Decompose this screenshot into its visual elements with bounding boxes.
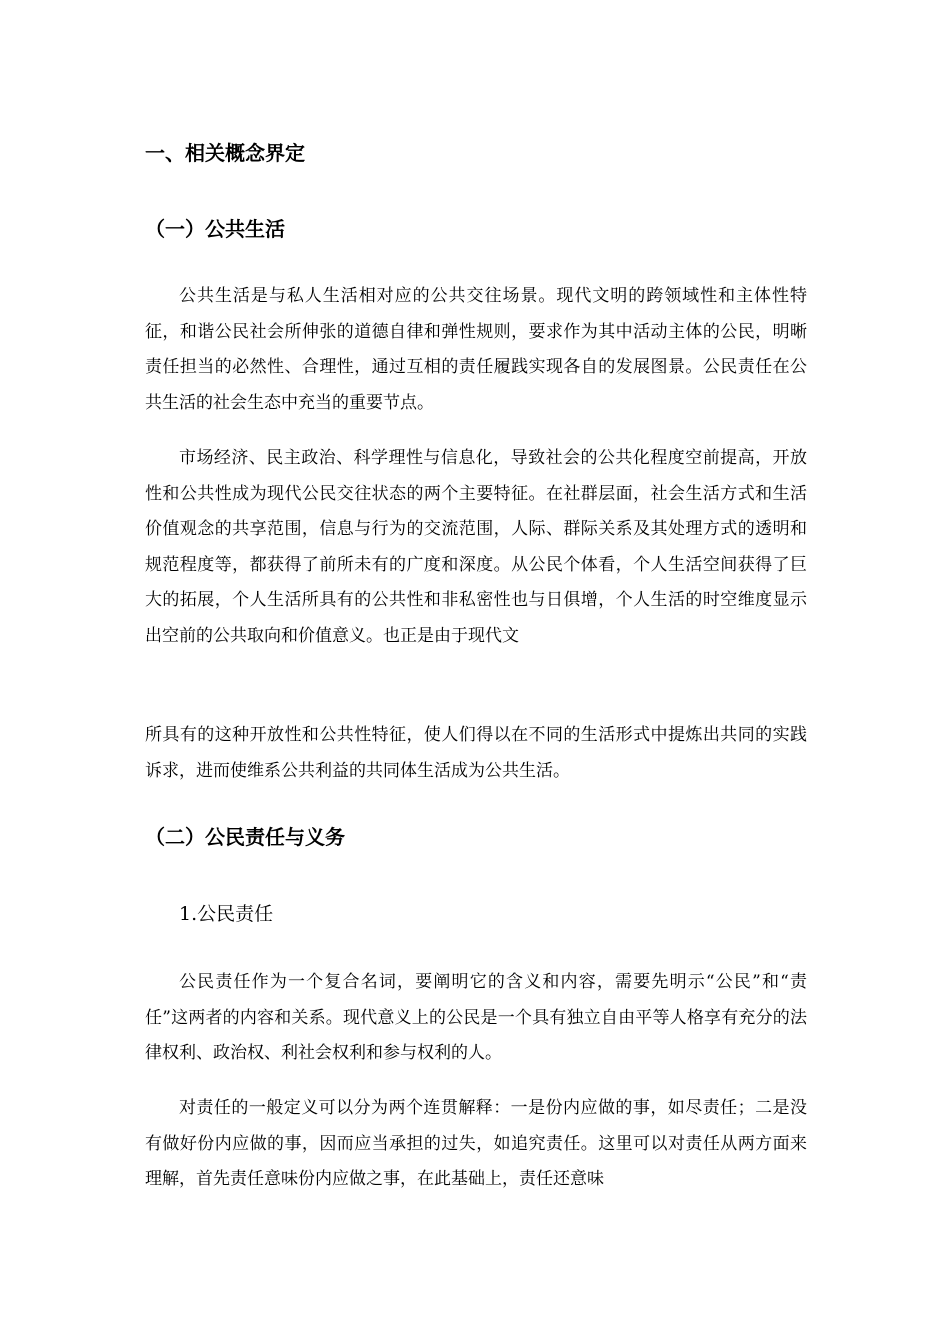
subsubsection-heading-civic-responsibility: 1.公民责任 xyxy=(179,903,274,925)
paragraph-responsibility-definition: 对责任的一般定义可以分为两个连贯解释：一是份内应做的事，如尽责任；二是没有做好份内应做的事，因而应当承担的过失，如追究责任。这里可以对责任从两方面来理解，首先责任意味份内应做之事，在此基础上，责任还意味 xyxy=(145,1098,807,1189)
paragraph-public-life-features: 市场经济、民主政治、科学理性与信息化，导致社会的公共化程度空前提高，开放性和公共性成为现代公民交往状态的两个主要特征。在社群层面，社会生活方式和生活价值观念的共享范围，信息与行为的交流范围，人际、群际关系及其处理方式的透明和规范程度等，都获得了前所未有的广度和深度。从公民个体看，个人生活空间获得了巨大的拓展，个人生活所具有的公共性和非私密性也与日俱增，个人生活的时空维度显示出空前的公共取向和价值意义。也正是由于现代文 xyxy=(145,448,807,646)
section-heading: 一、相关概念界定 xyxy=(145,141,305,165)
subsection-heading-civic-responsibility: （二）公民责任与义务 xyxy=(145,825,345,849)
paragraph-civic-definition: 公民责任作为一个复合名词，要阐明它的含义和内容，需要先明示“公民”和“责任”这两者的内容和关系。现代意义上的公民是一个具有独立自由平等人格享有充分的法律权利、政治权、利社会权利和参与权利的人。 xyxy=(145,972,807,1063)
paragraph-public-life-definition: 公共生活是与私人生活相对应的公共交往场景。现代文明的跨领域性和主体性特征，和谐公民社会所伸张的道德自律和弹性规则，要求作为其中活动主体的公民，明晰责任担当的必然性、合理性，通过互相的责任履践实现各自的发展图景。公民责任在公共生活的社会生态中充当的重要节点。 xyxy=(145,286,807,413)
paragraph-public-life-continued: 所具有的这种开放性和公共性特征，使人们得以在不同的生活形式中提炼出共同的实践诉求，进而使维系公共利益的共同体生活成为公共生活。 xyxy=(145,725,807,781)
subsection-heading-public-life: （一）公共生活 xyxy=(145,217,285,241)
